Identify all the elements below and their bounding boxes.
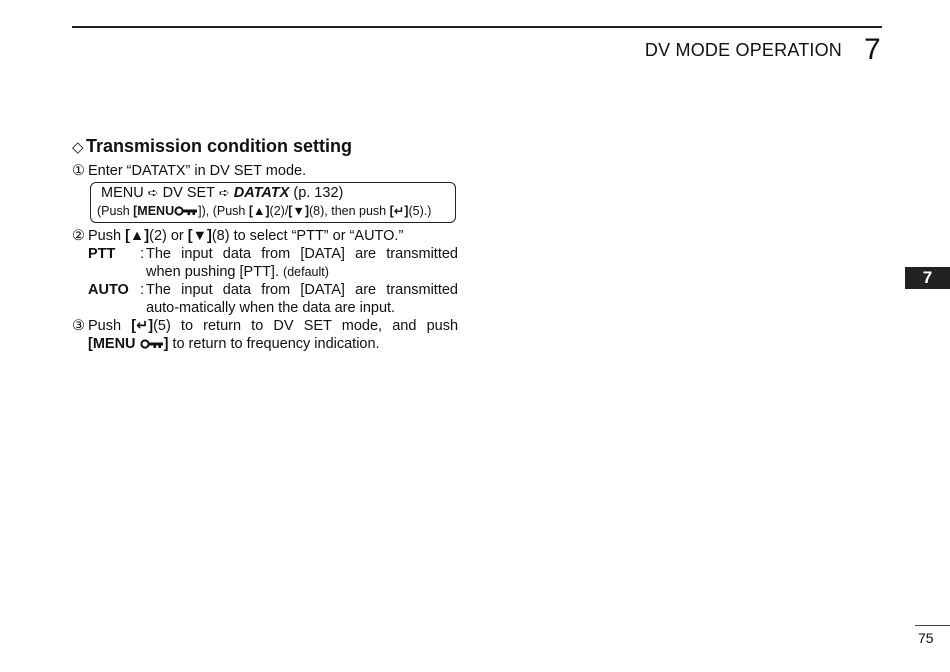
option-colon: :: [140, 246, 145, 262]
arrow-right-icon: ➪: [147, 185, 159, 200]
step-number: ③: [72, 318, 85, 334]
section-title: [72, 136, 458, 157]
menu-key-instructions: [97, 202, 447, 220]
step-text: Enter “DATATX” in DV SET mode.: [88, 163, 307, 179]
option-colon: :: [140, 282, 145, 298]
menu-key-icon-wrap: ]: [136, 336, 169, 352]
enter-arrow-icon: ↵: [393, 204, 405, 218]
key-number: (8), then push: [309, 204, 387, 218]
key-number: (5).): [408, 204, 432, 218]
menu-key-label: [MENU: [88, 336, 136, 352]
push-text: (Push: [97, 204, 130, 218]
option-term: PTT: [88, 246, 116, 262]
page-number: 75: [918, 630, 934, 646]
section-title-text: Transmission condition setting: [86, 136, 353, 156]
step-text: (8) to select “PTT” or “AUTO.”: [211, 228, 404, 244]
enter-key: [↵]: [131, 318, 154, 334]
option-term: AUTO: [88, 282, 129, 298]
step-text: (5) to return to DV SET mode, and push: [153, 318, 459, 334]
diamond-outline-icon: ◇: [72, 139, 84, 156]
default-note: (default): [283, 265, 329, 279]
step-number: ①: [72, 163, 85, 179]
section-content: [72, 136, 458, 353]
down-key-label: [▼]: [288, 204, 309, 218]
down-key-label: [▼]: [187, 228, 212, 244]
step-number: ②: [72, 228, 85, 244]
option-desc-text: The input data from [DATA] are transmitted when pushing [PTT].: [146, 246, 458, 280]
top-rule: [72, 26, 882, 28]
key-icon: [174, 206, 198, 216]
arrow-right-icon: ➪: [218, 185, 230, 200]
step-text: to return to frequency indication.: [172, 336, 380, 352]
enter-arrow-icon: ↵: [136, 318, 149, 334]
option-auto: [88, 281, 458, 317]
page-number-rule: [915, 625, 950, 626]
step-3-line-2: [88, 335, 458, 353]
step-3: [72, 317, 458, 353]
step-1: [72, 162, 458, 180]
push-text: ]), (Push: [198, 204, 246, 218]
page-reference: (p. 132): [293, 185, 344, 201]
chapter-number: 7: [864, 33, 881, 66]
step-text: Push: [88, 318, 122, 334]
dv-set-label: DV SET: [162, 185, 215, 201]
option-description: [146, 245, 458, 281]
chapter-side-tab: 7: [905, 267, 950, 289]
menu-navigation-box: [90, 182, 456, 223]
step-text: Push: [88, 228, 122, 244]
up-key-label: [▲]: [248, 204, 270, 218]
menu-path: [97, 184, 447, 202]
menu-key-label: [MENU: [133, 204, 175, 218]
option-description: The input data from [DATA] are transmitted auto-matically when the data are input.: [146, 282, 458, 316]
step-3-line-1: [88, 317, 458, 335]
menu-label: MENU: [101, 185, 144, 201]
key-number: (2)/: [269, 204, 289, 218]
step-text: (2) or: [149, 228, 184, 244]
running-header: DV MODE OPERATION: [644, 40, 842, 60]
key-icon: [140, 339, 164, 349]
up-key-label: [▲]: [125, 228, 150, 244]
step-2: [72, 227, 458, 245]
datatx-item: DATATX: [233, 185, 290, 201]
option-ptt: [88, 245, 458, 281]
enter-key: [↵]: [389, 204, 409, 218]
